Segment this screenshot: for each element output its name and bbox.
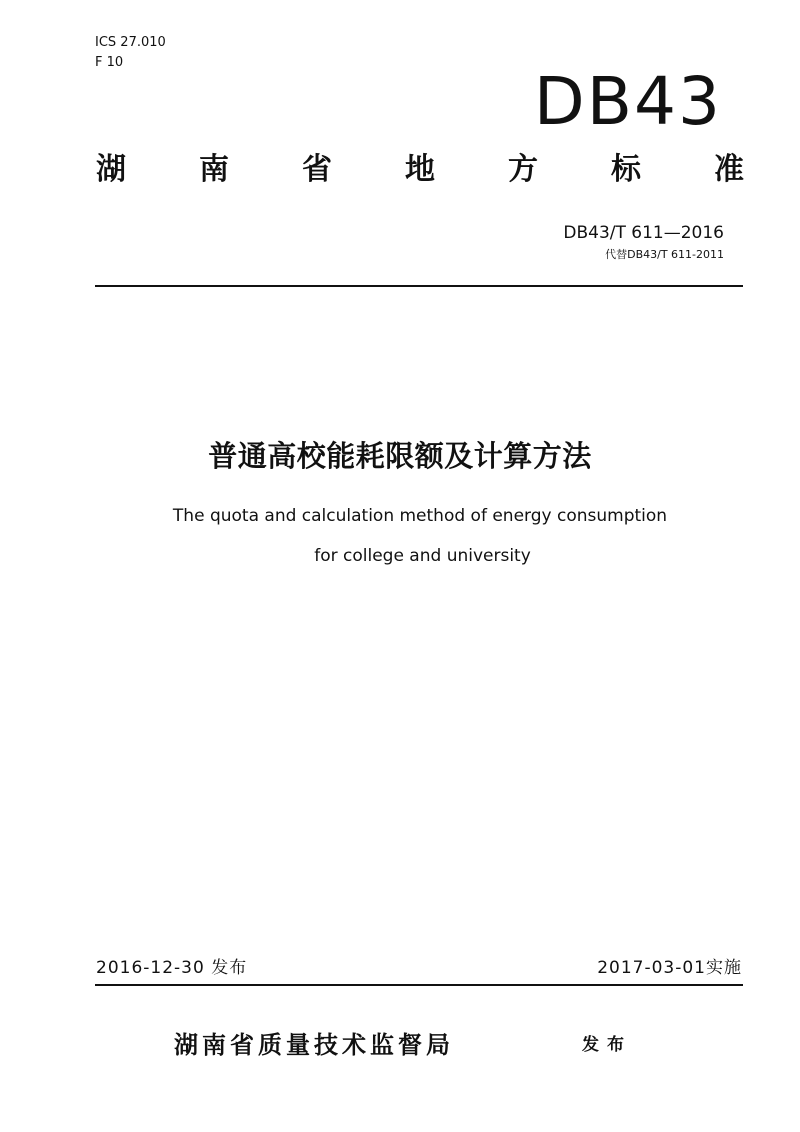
document-title-english-line1: The quota and calculation method of energy consumption: [172, 506, 668, 526]
standard-type-char: 标: [611, 152, 641, 187]
issue-date: 2016-12-30 发布: [96, 958, 248, 978]
standard-type-char: 省: [302, 152, 332, 187]
header-divider: [95, 285, 743, 287]
replaces-code: 代替DB43/T 611-2011: [605, 248, 724, 261]
standard-type-char: 方: [508, 152, 538, 187]
footer-divider: [95, 984, 743, 986]
effective-date: 2017-03-01实施: [597, 958, 742, 978]
document-title-chinese: 普通高校能耗限额及计算方法: [208, 439, 592, 473]
issuing-authority: 湖南省质量技术监督局: [174, 1031, 454, 1059]
standard-type-title: [96, 152, 744, 188]
standard-type-char: 湖: [96, 152, 126, 187]
ccs-code: F 10: [95, 55, 124, 70]
standard-type-char: 南: [199, 152, 229, 187]
document-title-english-line2: for college and university: [314, 546, 531, 566]
standard-type-char: 准: [714, 152, 744, 187]
ics-code: ICS 27.010: [95, 35, 166, 50]
standard-logo: DB43: [533, 63, 722, 140]
publish-label: 发布: [582, 1035, 632, 1055]
standard-type-char: 地: [405, 152, 435, 187]
standard-code: DB43/T 611—2016: [563, 223, 724, 243]
